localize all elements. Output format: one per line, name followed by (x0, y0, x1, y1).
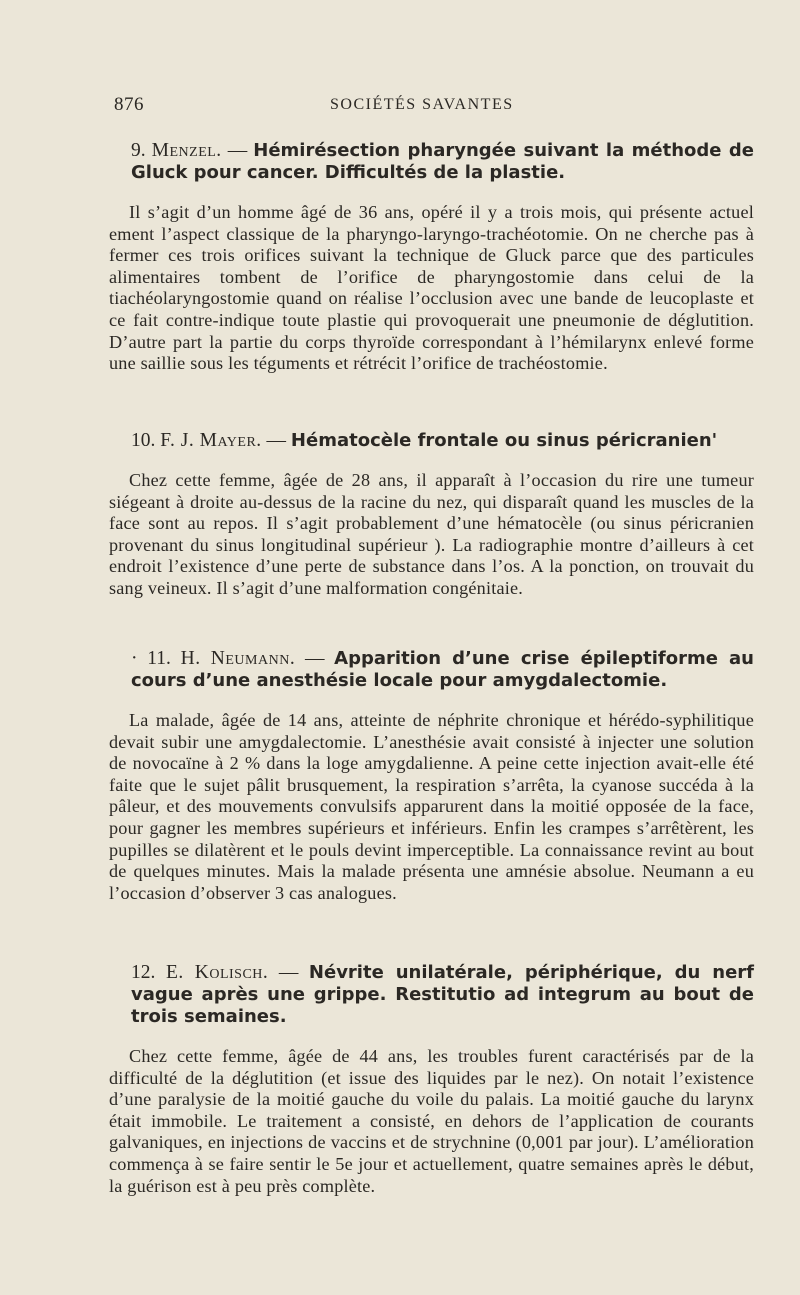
article-body: Il s’agit d’un homme âgé de 36 ans, opéré il y a trois mois, qui présente actuel ement l’aspect classique de la pharyngo-laryngo-trachéotomie. On ne cherche pas à fermer ces trois orifices suivant la technique de Gluck parce que des particules alimentaires tombent de l’orifice de pharyngostomie dans celui de la tiachéolaryngostomie quand on réalise l’occlusion avec une bande de leucoplaste et ce fait contre-indique toute plastie qui provoquerait une pneumonie de déglutition. D’autre part la partie du corps thyroïde correspondant à l’hémilarynx enlevé forme une saillie sous les téguments et rétrécit l’orifice de trachéostomie. (109, 202, 754, 374)
page-number: 876 (114, 94, 144, 115)
article-heading: Hématocèle frontale ou sinus péricranien' (290, 430, 718, 451)
article-11 (109, 648, 754, 904)
article-author: F. J. Mayer. (160, 430, 262, 451)
title-dash: — (304, 648, 325, 669)
article-number: 9. (131, 140, 146, 161)
article-body: Chez cette femme, âgée de 44 ans, les troubles furent caractérisés par de la difficulté de la déglutition (et issue des liquides par le nez). On notait l’existence d’une paralysie de la moitié gauche du voile du palais. La moitié gauche du larynx était immobile. Le traitement a consisté, en dehors de l’application de courants galvaniques, en injections de vaccins et de strychnine (0,001 par jour). L’amélioration commença à se faire sentir le 5e jour et actuellement, quatre semaines après le début, la guérison est à peu près complète. (109, 1046, 754, 1196)
running-head: SOCIÉTÉS SAVANTES (330, 96, 514, 113)
title-dash: — (278, 962, 299, 983)
article-author: H. Neumann. (180, 648, 296, 669)
article-title (109, 648, 754, 692)
article-heading: Hémirésection pharyngée suivant la méthode de Gluck pour cancer. Difficultés de la plastie. (131, 140, 755, 183)
title-dash: — (266, 430, 287, 451)
article-number: 10. (131, 430, 156, 451)
article-number: 12. (131, 962, 156, 983)
article-heading: Apparition d’une crise épileptiforme au cours d’une anesthésie locale pour amygdalectomie. (131, 648, 755, 691)
article-9 (109, 140, 754, 375)
article-title (109, 140, 754, 184)
article-number: · 11. (131, 648, 171, 669)
article-body: La malade, âgée de 14 ans, atteinte de néphrite chronique et hérédo-syphilitique devait subir une amygdalectomie. L’anesthésie avait consisté à injecter une solution de novocaïne à 2 % dans la loge amygdalienne. A peine cette injection avait-elle été faite que le sujet pâlit brusquement, la respiration s’arrêta, la cyanose succéda à la pâleur, et des mouvements convulsifs apparurent dans la moitié opposée de la face, pour gagner les membres supérieurs et inférieurs. Enfin les crampes s’arrêtèrent, les pupilles se dilatèrent et le pouls devint imperceptible. La connaissance revint au bout de quelques minutes. Mais la malade présenta une amnésie absolue. Neumann a eu l’occasion d’observer 3 cas analogues. (109, 710, 754, 903)
title-dash: — (227, 140, 248, 161)
article-body: Chez cette femme, âgée de 28 ans, il apparaît à l’occasion du rire une tumeur siégeant à droite au-dessus de la racine du nez, qui disparaît quand les muscles de la face sont au repos. Il s’agit probablement d’une hématocèle (ou sinus péricranien provenant du sinus longitudinal supérieur ). La radiographie montre d’ailleurs à cet endroit l’existence d’une perte de substance dans l’os. A la ponction, on trouvait du sang veineux. Il s’agit d’une malformation congénitaie. (109, 470, 754, 598)
article-author: E. Kolisch. (165, 962, 269, 983)
article-title (109, 430, 754, 452)
article-title (109, 962, 754, 1028)
article-12 (109, 962, 754, 1197)
article-author: Menzel. (151, 140, 222, 161)
article-heading: Névrite unilatérale, périphérique, du nerf vague après une grippe. Restitutio ad integrum au bout de trois semaines. (131, 962, 755, 1027)
article-10 (109, 430, 754, 600)
